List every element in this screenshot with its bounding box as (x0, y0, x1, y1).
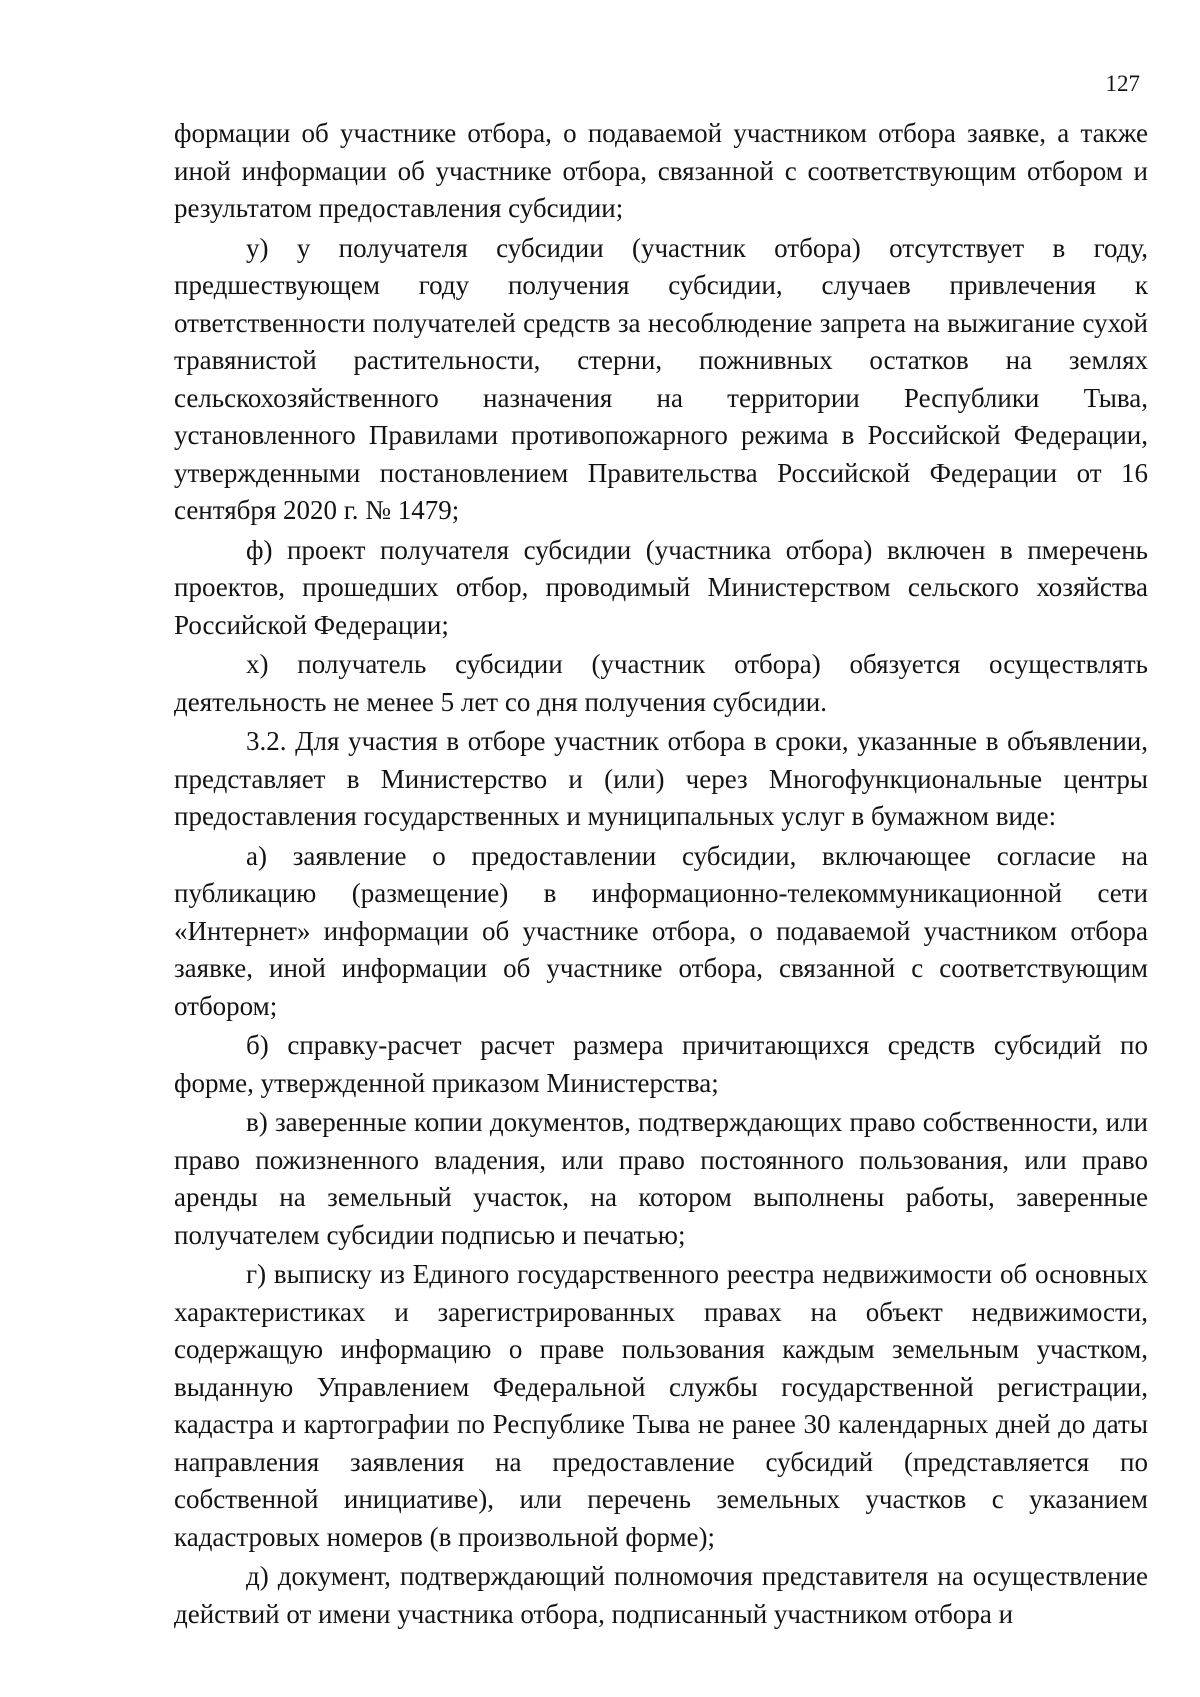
page-number: 127 (1105, 71, 1140, 96)
paragraph-item-g: г) выписку из Единого государственного реестра недвижимости об основных характеристиках и зарегистрированных правах на объект недвижимости, содержащую информацию о праве пользования каждым земельным участком, выданную Управлением Федеральной службы государственной регистрации, кадастра и картографии по Республике Тыва не ранее 30 календарных дней до даты направления заявления на предоставление субсидий (представляется по собственной инициативе), или перечень земельных участков с указанием кадастровых номеров (в произвольной форме); (174, 1259, 1148, 1552)
paragraph-item-v: в) заверенные копии документов, подтверждающих право собственности, или право пожизненного владения, или право постоянного пользования, или право аренды на земельный участок, на котором выполнены работы, заверенные получателем субсидии подписью и печатью; (174, 1107, 1148, 1250)
document-body (174, 115, 1148, 1635)
paragraph-section-3-2: 3.2. Для участия в отборе участник отбора в сроки, указанные в объявлении, представляет в Министерство и (или) через Многофункциональные центры предоставления государственных и муниципальных услуг в бумажном виде: (174, 726, 1148, 831)
paragraph-item-a: а) заявление о предоставлении субсидии, включающее согласие на публикацию (размещение) в информационно-телекоммуникационной сети «Интернет» информации об участнике отбора, о подаваемой участником отбора заявке, иной информации об участнике отбора, связанной с соответствующим отбором; (174, 840, 1148, 1021)
paragraph-item-d: д) документ, подтверждающий полномочия представителя на осуществление действий от имени участника отбора, подписанный участником отбора и (174, 1561, 1148, 1629)
paragraph-item-f: ф) проект получателя субсидии (участника отбора) включен в пмеречень проектов, прошедших отбор, проводимый Министерством сельского хозяйства Российской Федерации; (174, 534, 1148, 640)
paragraph-item-u: у) у получателя субсидии (участник отбора) отсутствует в году, предшествующем году получения субсидии, случаев привлечения к ответственности получателей средств за несоблюдение запрета на выжигание сухой травянистой растительности, стерни, пожнивных остатков на землях сельскохозяйственного назначения на территории Республики Тыва, установленного Правилами противопожарного режима в Российской Федерации, утвержденными постановлением Правительства Российской Федерации от 16 сентября 2020 г. № 1479; (174, 232, 1148, 525)
paragraph-continuation: формации об участнике отбора, о подаваемой участником отбора заявке, а также иной информации об участнике отбора, связанной с соответствующим отбором и результатом предоставления субсидии; (174, 118, 1148, 223)
paragraph-item-b: б) справку-расчет расчет размера причитающихся средств субсидий по форме, утвержденной приказом Министерства; (174, 1030, 1148, 1098)
paragraph-item-kh: х) получатель субсидии (участник отбора) обязуется осуществлять деятельность не менее 5 лет со дня получения субсидии. (174, 649, 1148, 717)
